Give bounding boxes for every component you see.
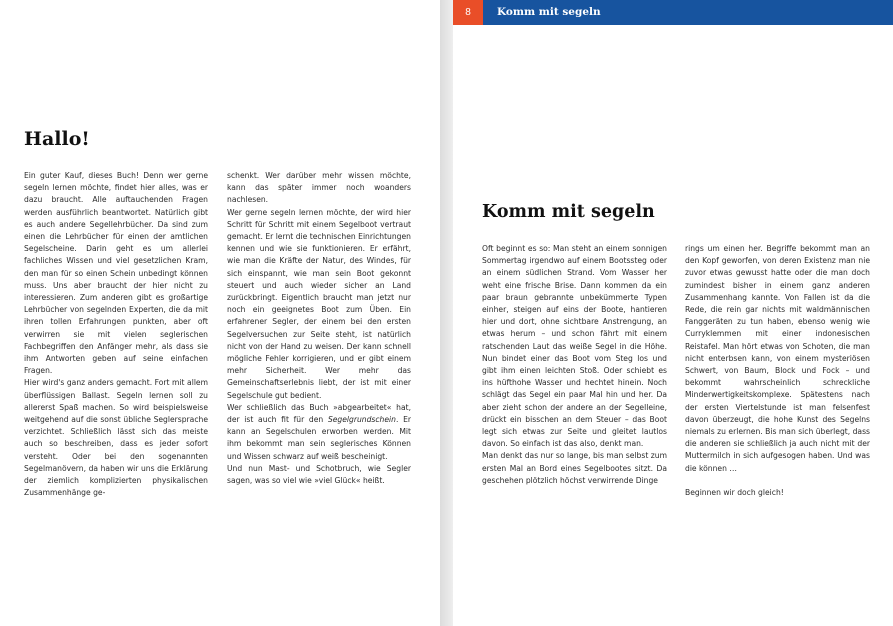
paragraph: rings um einen her. Begriffe bekommt man an den Kopf geworfen, von deren Existenz man nie zuvor etwas gewusst hatte oder die man doch zumindest bisher in einem ganz anderen Zusammenhang kannte. Von Fallen ist da die Rede, die rein gar nichts mit waldmännischen Fanggeräten zu tun haben, ebenso wenig wie Curryklemmen mit einer indonesischen Reistafel. Man hört etwas von Schoten, die man nicht enterbsen kann, von einem mysteriösen Schwert, von Baum, Block und Fock – und bekommt wahrscheinlich schreckliche Minderwertigkeitskomplexe. Spätestens nach der ersten Viertelstunde ist man felsenfest davon überzeugt, die hohe Kunst des Segelns niemals zu erlernen. Bis man sich überlegt, dass die anderen sie schließlich ja auch nicht mit der Muttermilch in sich aufgesogen haben. Und was die können … [685, 244, 870, 473]
paragraph-text: Wer schließlich das Buch »abgearbeitet« hat, der ist auch fit für den [227, 402, 411, 425]
paragraph-spacer [685, 475, 870, 487]
text-column-1 [24, 170, 208, 499]
closing-line: Beginnen wir doch gleich! [685, 487, 784, 497]
paragraph: Man denkt das nur so lange, bis man selbst zum ersten Mal an Bord eines Segelbootes sitzt. Da geschehen plötzlich höchst verwirrende Dinge [482, 451, 667, 485]
text-column-2 [227, 170, 411, 487]
paragraph: Wer gerne segeln lernen möchte, der wird hier Schritt für Schritt mit einem Segelboot vertraut gemacht. Er lernt die technischen Einrichtungen kennen und wie sie funktionieren. Er erfährt, wie man die Kräfte der Natur, des Windes, für sich einspannt, wie man sein Boot gekonnt steuert und auch wieder sicher an Land zurückbringt. Eigentlich braucht man jetzt nur noch ein geeignetes Boot zum Üben. Ein erfahrener Segler, der einem bei den ersten Segelversuchen zur Seite steht, ist natürlich nicht von der Hand zu weisen. Der kann schnell mögliche Fehler korrigieren, und er gibt einem mehr Sicherheit. Wer mehr das Gemeinschaftserlebnis liebt, der ist mit einer Segelschule gut bedient. [227, 207, 411, 400]
paragraph [227, 402, 411, 463]
page-heading-komm-mit-segeln: Komm mit segeln [482, 202, 655, 222]
page-number: 8 [453, 0, 483, 25]
text-column-3 [482, 243, 667, 487]
text-column-4 [685, 243, 870, 499]
chapter-title: Komm mit segeln [497, 6, 601, 18]
paragraph: Und nun Mast- und Schotbruch, wie Segler sagen, was so viel wie »viel Glück« heißt. [227, 463, 411, 486]
book-gutter [440, 0, 453, 626]
page-heading-hallo: Hallo! [24, 128, 90, 150]
paragraph: Oft beginnt es so: Man steht an einem sonnigen Sommertag irgendwo auf einem Bootssteg oder an einem südlichen Strand. Vom Wasser her weht eine frische Brise. Dann kommen da ein paar braun gebrannte unbekümmerte Typen einher, steigen auf eins der Boote, hantieren hier und dort, ohne sichtbare Anstrengung, an etwas herum – und schon fährt mit einem ratschenden Laut das weiße Segel in die Höhe. Nun bindet einer das Boot vom Steg los und gibt ihm einen leichten Stoß. Oder schiebt es ins hüfthohe Wasser und hechtet hinein. Noch schlägt das Segel ein paar Mal hin und her. Da aber zieht schon der andere an der Segelleine, drückt ein bisschen an dem Steuer – das Boot legt sich etwas zur Seite und gleitet lautlos davon. So einfach ist das also, denkt man. [482, 244, 667, 449]
paragraph: Hier wird's ganz anders gemacht. Fort mit allem überflüssigen Ballast. Segeln lernen soll zu allererst Spaß machen. So wird beispielsweise weitgehend auf die sonst übliche Seglersprache verzichtet. Schließlich lässt sich das meiste auch so beschreiben, dass es jeder sofort versteht. Oder bei den sogenannten Segelmanövern, da haben wir uns die Erklärung der ziemlich komplizierten physikalischen Zusammenhänge ge- [24, 378, 208, 498]
emphasis-segelgrundschein: Segelgrundschein [327, 415, 396, 425]
paragraph: schenkt. Wer darüber mehr wissen möchte, kann das später immer noch woanders nachlesen. [227, 171, 411, 205]
paragraph-text: . Er kann an Segelschulen erworben werden. Mit ihm bekommt man sein seglerisches Können und Wissen schwarz auf weiß bescheinigt. [227, 415, 411, 461]
paragraph: Ein guter Kauf, dieses Buch! Denn wer gerne segeln lernen möchte, findet hier alles, was er dazu braucht. Alle auftauchenden Fragen werden ausführlich beantwortet. Natürlich gibt es auch andere Segellehrbücher. Da sind zum einen die Lehrbücher für einen der amtlichen Segelscheine. Darin geht es um allerlei fachliches Wissen und viel gesetzlichen Kram, den man für so einen Schein unbedingt können muss. Uns aber braucht der hier nicht zu interessieren. Zum anderen gibt es großartige Lehrbücher von segelnden Experten, die da mit ihren tollen Erfahrungen punkten, aber oft verwirren sie mit vielen seglerischen Fachbegriffen den Anfänger mehr, als dass sie ihm Antworten geben auf seine einfachen Fragen. [24, 171, 208, 376]
